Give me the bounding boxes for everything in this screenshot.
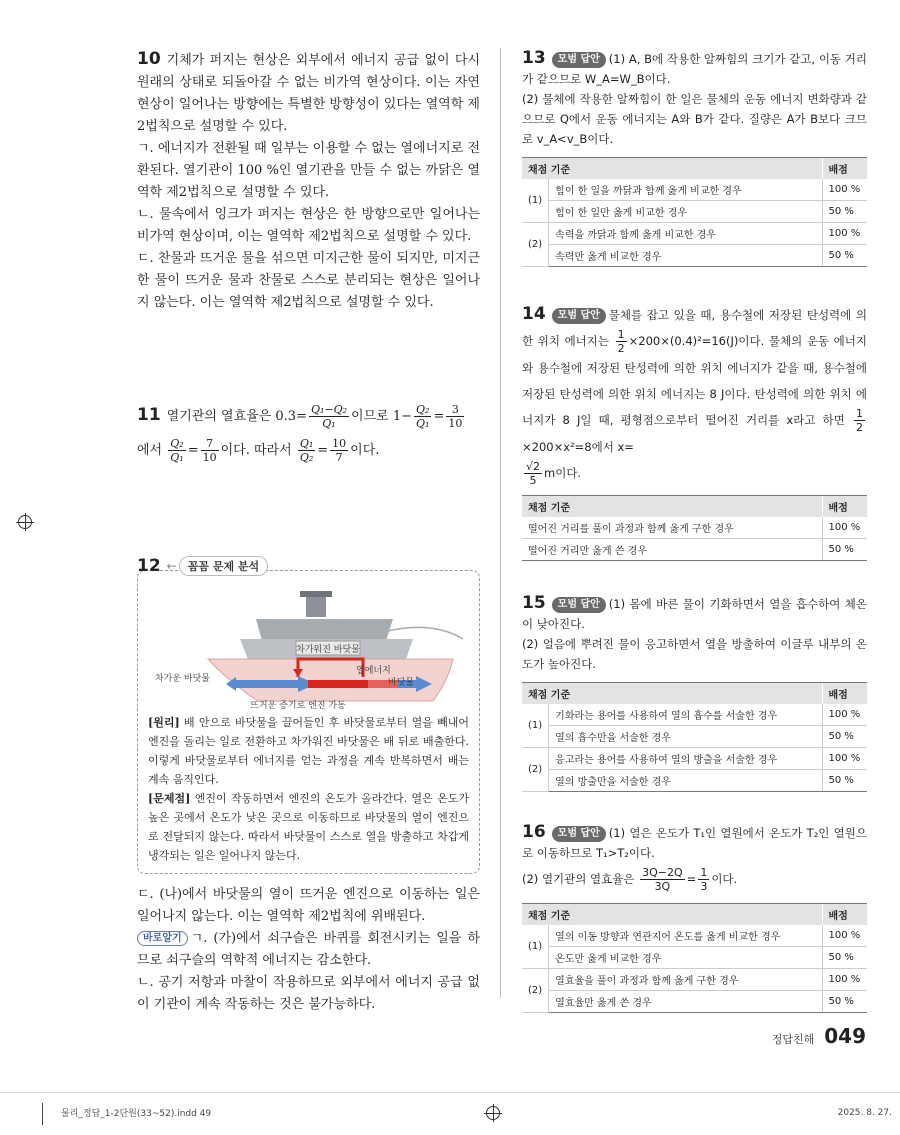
question-16: 16 모범 답안 (1) 열은 온도가 T₁인 열원에서 온도가 T₂인 열원으로 이동하므로 T₁>T₂이다. (2) 열기관의 열효율은 $\frac{3Q-2Q}{3Q}$ = $\frac{1}{3}$ 이다. 채점 기준 배점 (1) 열의 이동 방향과 연관지어 온도를 옳게 비교한 경우 100 % 온도만 옳게 비교한 경우 50 % (2) 열효율을 풀이 과정과 함께 옳게 구한 경우 100 % 열효율만 옳게 쓴 경우 50 % xyxy=(522,822,867,1013)
fraction: $\frac{10}{7}$ xyxy=(332,437,347,464)
question-13 xyxy=(522,48,867,267)
chimney-shape xyxy=(306,595,326,617)
fraction: $\frac{1}{2}$ xyxy=(617,328,625,355)
question-15 xyxy=(522,593,867,792)
question-number: 12 xyxy=(137,556,161,576)
question-14: 14 모범 답안 물체를 잡고 있을 때, 용수철에 저장된 탄성력에 의한 위치 에너지는 $\frac{1}{2}$ ×200×(0.4)²=16(J)이다. 물체의 운동 에너지와 용수철에 저장된 탄성력에 의한 위치 에너지가 같을 때, 용수철에 저장된 탄성력에 의한 위치 에너지는 8 J이다. 탄성력에 의한 위치 에너지가 8 J일 때, 평형점으로부터 떨어진 거리를 x라고 하면 $\frac{1}{2}$ ×200×x²=8에서 x= $\frac{√2}{5}$ m이다. 채점 기준 배점 떨어진 거리를 풀이 과정과 함께 옳게 구한 경우 100 % 떨어진 거리만 옳게 쓴 경우 50 % xyxy=(522,301,867,561)
table-row: 열효율만 옳게 쓴 경우 50 % xyxy=(522,991,867,1013)
right-column xyxy=(522,48,867,1013)
steam-caption: 뜨거운 증기로 엔진 가동 xyxy=(250,701,346,709)
registration-mark-left xyxy=(18,515,32,529)
question-number: 10 xyxy=(137,49,161,69)
table-row: (1) 열의 이동 방향과 연관지어 온도를 옳게 비교한 경우 100 % xyxy=(522,925,867,947)
footer-rule xyxy=(0,1092,900,1093)
print-slug xyxy=(42,1103,211,1125)
question-12 xyxy=(137,556,480,1016)
q13-line-1: (1) A, B에 작용한 알짜힘의 크기가 같고, 이동 거리가 같으므로 W_A=W_B이다. xyxy=(522,52,867,86)
question-number: 14 xyxy=(522,304,546,324)
q12-after-1: ㄷ. (나)에서 바닷물의 열이 뜨거운 엔진으로 이동하는 일은 일어나지 않는다. 이는 열역학 제2법칙에 위배된다. xyxy=(137,887,480,924)
fraction: $\frac{\text{Q₂}}{\text{Q₁}}$ xyxy=(416,403,430,430)
fraction: $\frac{1}{3}$ xyxy=(700,866,708,893)
q15-line-2: (2) 얼음에 뿌려진 물이 응고하면서 열을 방출하여 이글루 내부의 온도가 높아진다. xyxy=(522,637,867,671)
q13-line-2: (2) 물체에 작용한 알짜힘이 한 일은 물체의 운동 에너지 변화량과 같으므로 Q에서 운동 에너지는 A와 B가 같다. 질량은 A가 B보다 크므로 v_A<v_B이다. xyxy=(522,92,867,146)
fraction: $\frac{\text{Q₁−Q₂}}{\text{Q₁}}$ xyxy=(310,403,348,430)
page-number-area xyxy=(772,1024,866,1048)
analysis-box xyxy=(137,570,480,874)
sea-water-label: 바닷물 xyxy=(388,678,415,688)
table-row: 떨어진 거리만 옳게 쓴 경우 50 % xyxy=(522,539,867,561)
table-row: 속력만 옳게 비교한 경우 50 % xyxy=(522,245,867,267)
question-11: 11 열기관의 열효율은 0.3= $\frac{\text{Q₁−Q₂}}{\text{Q₁}}$ 이므로 1− $\frac{\text{Q₂}}{\text{Q₁}}$ = $\frac{3}{10}$ 에서 $\frac{\text{Q₂}}{\text{Q₁}}$ = $\frac{7}{10}$ 이다. 따라서 $\frac{\text{Q₁}}{\text{Q₂}}$ = $\frac{10}{7}$ 이다. xyxy=(137,403,463,464)
arrow-left-icon: ← xyxy=(166,559,177,573)
table-row: 떨어진 거리를 풀이 과정과 함께 옳게 구한 경우 100 % xyxy=(522,517,867,539)
ship-engine-diagram xyxy=(148,581,469,709)
q10-paragraph-1: 기체가 퍼지는 현상은 외부에서 에너지 공급 없이 다시 원래의 상태로 되돌아갈 수 없는 비가역 현상이다. 이는 자연 현상이 일어나는 방향에는 특별한 방향성이 있다는 열역학 제2법칙으로 설명할 수 있다. xyxy=(137,53,480,134)
question-number: 13 xyxy=(522,48,546,68)
correction-badge: 바로알기 xyxy=(137,931,188,946)
question-number: 11 xyxy=(137,405,161,425)
question-10 xyxy=(137,48,480,314)
fraction: $\frac{7}{10}$ xyxy=(202,437,217,464)
engine-label: 차가워진 바닷물 xyxy=(296,645,360,655)
q15-line-1: (1) 몸에 바른 물이 기화하면서 열을 흡수하여 체온이 낮아진다. xyxy=(522,597,867,631)
fraction: $\frac{3}{10}$ xyxy=(448,403,463,430)
fraction: $\frac{\text{Q₁}}{\text{Q₂}}$ xyxy=(299,437,314,464)
q16-line-1: (1) 열은 온도가 T₁인 열원에서 온도가 T₂인 열원으로 이동하므로 T₁>T₂이다. xyxy=(522,826,867,860)
q10-paragraph-2: ㄱ. 에너지가 전환될 때 일부는 이용할 수 없는 열에너지로 전환된다. 열기관이 100 %인 열기관을 만들 수 없는 까닭은 열역학 제2법칙으로 설명할 수 있다. xyxy=(137,141,480,200)
page-number: 049 xyxy=(824,1024,866,1048)
question-number: 15 xyxy=(522,593,546,613)
registration-mark-bottom xyxy=(486,1106,500,1120)
model-answer-badge: 모범 답안 xyxy=(552,597,606,613)
table-row: 힘이 한 일만 옳게 비교한 경우 50 % xyxy=(522,201,867,223)
problem-text: 엔진이 작동하면서 엔진의 온도가 올라간다. 열은 온도가 높은 곳에서 온도가 낮은 곳으로 이동하므로 바닷물의 열이 엔진으로 전달되지 않는다. 따라서 바닷물이 스스로 열을 방출하고 차갑게 냉각되는 일은 일어나지 않는다. xyxy=(148,792,469,862)
analysis-label: 꼼꼼 문제 분석 xyxy=(179,556,268,576)
problem-label: [문제점] xyxy=(148,792,191,805)
grading-table: 채점 기준 배점 (1) 기화라는 용어를 사용하여 열의 흡수를 서술한 경우 100 % 열의 흡수만을 서술한 경우 50 % (2) 응고라는 용어를 사용하여 열의 방출을 서술한 경우 100 % 열의 방출만을 서술한 경우 50 % xyxy=(522,682,867,792)
principle-text: 배 안으로 바닷물을 끌어들인 후 바닷물로부터 열을 빼내어 엔진을 돌리는 일로 전환하고 차가워진 바닷물은 배 뒤로 배출한다. 이렇게 바닷물로부터 에너지를 얻는 과정을 계속 반복하면서 배는 계속 움직인다. xyxy=(148,716,469,786)
table-row: 열의 흡수만을 서술한 경우 50 % xyxy=(522,726,867,748)
table-row: 열의 방출만을 서술한 경우 50 % xyxy=(522,770,867,792)
cold-water-label: 차가운 바닷물 xyxy=(154,674,210,684)
grading-table: 채점 기준 배점 (1) 힘이 한 일을 까닭과 함께 옳게 비교한 경우 100 % 힘이 한 일만 옳게 비교한 경우 50 % (2) 속력을 까닭과 함께 옳게 비교한 경우 100 % 속력만 옳게 비교한 경우 50 % xyxy=(522,157,867,267)
grading-table: 채점 기준 배점 (1) 열의 이동 방향과 연관지어 온도를 옳게 비교한 경우 100 % 온도만 옳게 비교한 경우 50 % (2) 열효율을 풀이 과정과 함께 옳게 구한 경우 100 % 열효율만 옳게 쓴 경우 50 % xyxy=(522,903,867,1013)
principle-label: [원리] xyxy=(148,716,180,729)
table-row: (2) 응고라는 용어를 사용하여 열의 방출을 서술한 경우 100 % xyxy=(522,748,867,770)
fraction: $\frac{√2}{5}$ xyxy=(526,460,541,487)
fraction: $\frac{\text{Q₂}}{\text{Q₁}}$ xyxy=(170,437,184,464)
question-number: 16 xyxy=(522,822,546,842)
q10-paragraph-3: ㄴ. 물속에서 잉크가 퍼지는 현상은 한 방향으로만 일어나는 비가역 현상이며, 이는 열역학 제2법칙으로 설명할 수 있다. xyxy=(137,207,480,244)
heat-energy-label: 열에너지 xyxy=(356,666,391,676)
hot-channel xyxy=(308,680,368,688)
table-row: (1) 기화라는 용어를 사용하여 열의 흡수를 서술한 경우 100 % xyxy=(522,704,867,726)
column-divider xyxy=(500,48,501,998)
grading-table: 채점 기준 배점 떨어진 거리를 풀이 과정과 함께 옳게 구한 경우 100 % 떨어진 거리만 옳게 쓴 경우 50 % xyxy=(522,495,867,561)
section-label: 정답친해 xyxy=(771,1033,815,1046)
chimney-top-shape xyxy=(300,591,332,597)
fraction: $\frac{3Q-2Q}{3Q}$ xyxy=(642,866,683,893)
table-row: (1) 힘이 한 일을 까닭과 함께 옳게 비교한 경우 100 % xyxy=(522,179,867,201)
table-row: (2) 속력을 까닭과 함께 옳게 비교한 경우 100 % xyxy=(522,223,867,245)
left-column xyxy=(137,48,480,1016)
model-answer-badge: 모범 답안 xyxy=(552,826,606,842)
table-row: (2) 열효율을 풀이 과정과 함께 옳게 구한 경우 100 % xyxy=(522,969,867,991)
table-row: 온도만 옳게 비교한 경우 50 % xyxy=(522,947,867,969)
model-answer-badge: 모범 답안 xyxy=(552,52,606,68)
print-date: 2025. 8. 27. xyxy=(837,1108,892,1118)
q10-paragraph-4: ㄷ. 찬물과 뜨거운 물을 섞으면 미지근한 물이 되지만, 미지근한 물이 뜨거운 물과 찬물로 스스로 분리되는 현상은 일어나지 않는다. 이는 열역학 제2법칙으로 설명할 수 있다. xyxy=(137,251,480,310)
file-name: 물리_정답_1-2단원(33~52).indd 49 xyxy=(61,1109,212,1119)
q12-after-2: ㄱ. (가)에서 쇠구슬은 바퀴를 회전시키는 일을 하므로 쇠구슬의 역학적 에너지는 감소한다. xyxy=(137,931,480,968)
upper-deck-shape xyxy=(256,619,393,641)
fraction: $\frac{1}{2}$ xyxy=(856,407,864,434)
q12-after-3: ㄴ. 공기 저항과 마찰이 작용하므로 외부에서 에너지 공급 없이 기관이 계속 작동하는 것은 불가능하다. xyxy=(137,975,480,1012)
model-answer-badge: 모범 답안 xyxy=(552,308,606,324)
